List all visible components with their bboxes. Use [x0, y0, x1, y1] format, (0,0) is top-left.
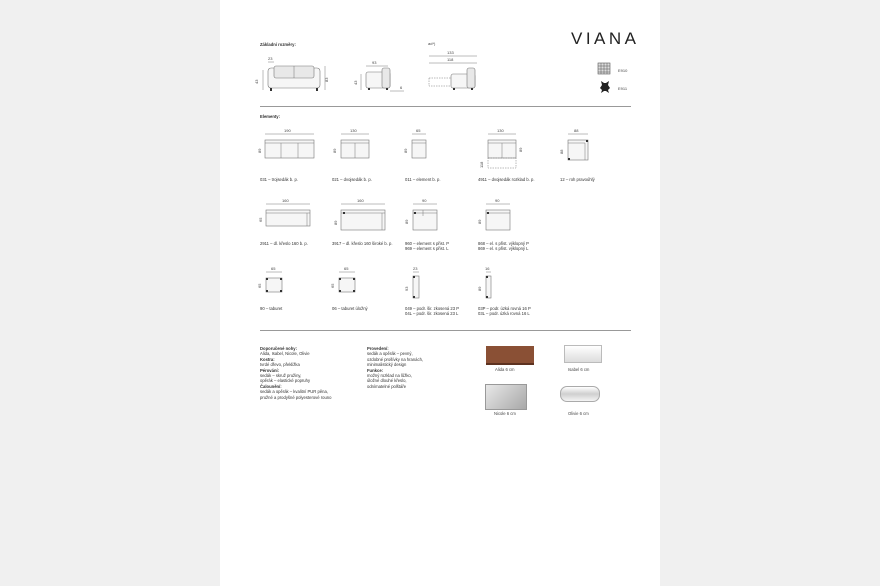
- element-049-drawing: [405, 266, 427, 300]
- svg-text:65: 65: [416, 128, 421, 133]
- element-12-label: 12 – roh pravoúhlý: [560, 177, 595, 182]
- sofa-side-view: [353, 60, 410, 95]
- element-021-drawing: [332, 128, 375, 162]
- divider-bottom: [260, 330, 631, 331]
- element-90-drawing: [257, 266, 290, 296]
- dim-leg-height: 6: [400, 85, 403, 90]
- leg-alida-caption: Alida 6 cm: [495, 367, 515, 372]
- element-3917-drawing: [335, 198, 393, 234]
- spec-design-line: minimalistický design: [367, 362, 407, 368]
- spec-function-line: možný rozklad na lůžko,: [367, 373, 412, 379]
- element-969-label: 969 – element s přist. L: [405, 246, 449, 251]
- brand-logo: VIANA: [571, 29, 640, 48]
- sofa-bed-view: [425, 50, 485, 95]
- spec-frame-head: Kostra:: [260, 356, 275, 362]
- svg-text:88: 88: [559, 149, 564, 154]
- dim-bed-depth: 133: [447, 50, 454, 55]
- svg-text:16: 16: [485, 266, 490, 271]
- element-031-drawing: [257, 128, 320, 162]
- svg-text:118: 118: [479, 161, 484, 168]
- svg-text:93: 93: [404, 286, 409, 291]
- element-049-label: 049 – podr. šir. zkosená 23 P: [405, 306, 460, 311]
- element-868-drawing: [478, 198, 518, 234]
- element-04L-label: 04L – podr. šir. zkosená 23 L: [405, 311, 459, 316]
- dim-armrest-width: 23: [268, 56, 273, 61]
- element-031-label: 031 – trojsedák b. p.: [260, 177, 298, 182]
- specs-column-1: [260, 346, 331, 400]
- spec-springs-line: sedák – skruž pružiny,: [260, 373, 302, 379]
- divider-top: [260, 106, 631, 107]
- element-03P-drawing: [478, 266, 500, 300]
- catalog-sheet: [220, 0, 660, 586]
- element-4911-label: 4911 – dvojsedák rozklad b. p.: [478, 177, 535, 182]
- element-06-label: 06 – taburet úložný: [332, 306, 368, 311]
- spec-legs-head: Doporučené nohy:: [260, 346, 297, 351]
- svg-text:23: 23: [413, 266, 418, 271]
- spec-frame-line: tvrdé dřevo, překližka: [260, 362, 300, 368]
- fabric-swatch-icon: [598, 63, 612, 75]
- element-03L-label: 03L – podr. úzká rovná 16 L: [478, 311, 530, 316]
- spec-springs-head: Pérování:: [260, 367, 280, 373]
- svg-text:160: 160: [357, 198, 364, 203]
- spec-function-line: úložné dlouhé křeslo,: [367, 378, 407, 384]
- element-021-label: 021 – dvojsedák b. p.: [332, 177, 372, 182]
- svg-text:65: 65: [330, 283, 335, 288]
- svg-text:65: 65: [258, 217, 263, 222]
- leg-olivie-image: [560, 386, 600, 402]
- element-3917-label: 3917 – dl. křeslo 160 široké b. p.: [332, 241, 393, 246]
- sofa-front-view: [254, 56, 340, 96]
- svg-text:89: 89: [333, 220, 338, 225]
- element-2911-drawing: [260, 198, 318, 234]
- leather-code: E911: [618, 86, 628, 91]
- dim-bed-length: 118: [447, 57, 454, 62]
- leather-hide-icon: [599, 80, 611, 94]
- svg-text:65: 65: [271, 266, 276, 271]
- fabric-code: E910: [618, 68, 628, 73]
- svg-text:130: 130: [497, 128, 504, 133]
- svg-text:65: 65: [257, 283, 262, 288]
- dim-side-width: 93: [372, 60, 377, 65]
- element-960-label: 960 – element s přist. P: [405, 241, 449, 246]
- ad-note: ad*): [428, 41, 436, 46]
- svg-text:90: 90: [495, 198, 500, 203]
- element-869-label: 869 – el. s přist. výklopný L: [478, 246, 529, 251]
- spec-function-line: odnímatelné polštáře: [367, 383, 407, 389]
- svg-text:89: 89: [477, 219, 482, 224]
- svg-text:190: 190: [284, 128, 291, 133]
- spec-upholstery-line: sedák a opěrák – kvalitní PUR pěna,: [260, 389, 328, 395]
- element-90-label: 90 – taburet: [260, 306, 283, 311]
- svg-text:89: 89: [257, 148, 262, 153]
- element-03P-label: 03P – podr. úzká rovná 16 P: [478, 306, 531, 311]
- leg-isabel-caption: Isabel 6 cm: [568, 367, 590, 372]
- svg-text:88: 88: [574, 128, 579, 133]
- dim-seat-height: 43: [254, 79, 259, 84]
- spec-upholstery-head: Čalounění:: [260, 383, 282, 389]
- specs-column-2: [367, 346, 423, 389]
- leg-isabel-image: [564, 345, 602, 363]
- spec-springs-line: opěrák – elastické popruhy: [260, 378, 311, 384]
- spec-upholstery-line: pružné a prodyšné polyesterové rouno: [260, 394, 332, 400]
- element-2911-label: 2911 – dl. křeslo 160 b. p.: [260, 241, 308, 246]
- element-011-label: 011 – element b. p.: [405, 177, 441, 182]
- basic-dimensions-title: Základní rozměry:: [260, 42, 296, 47]
- element-06-drawing: [330, 266, 363, 296]
- svg-text:65: 65: [344, 266, 349, 271]
- leg-alida-image: [486, 346, 534, 363]
- leg-nicole-image: [485, 384, 527, 410]
- svg-text:89: 89: [403, 148, 408, 153]
- dim-height: 83: [324, 77, 329, 82]
- svg-text:160: 160: [282, 198, 289, 203]
- dim-side-height: 43: [353, 80, 358, 85]
- element-12-drawing: [560, 128, 595, 164]
- spec-legs-line: Alida, Isabel, Nicole, Olivie: [260, 351, 310, 357]
- element-868-label: 868 – el. s přist. výklopný P: [478, 241, 529, 246]
- elements-title: Elementy:: [260, 114, 281, 119]
- element-960-drawing: [405, 198, 445, 234]
- element-011-drawing: [405, 128, 435, 162]
- element-4911-drawing: [478, 128, 528, 172]
- spec-design-line: sedák a opěrák – pevný,: [367, 351, 413, 357]
- svg-text:90: 90: [422, 198, 427, 203]
- spec-function-head: Funkce:: [367, 367, 384, 373]
- spec-design-line: ozdobné prošívky na hranách,: [367, 356, 424, 362]
- spec-design-head: Provedení:: [367, 346, 389, 351]
- svg-text:89: 89: [477, 286, 482, 291]
- svg-text:89: 89: [518, 147, 523, 152]
- svg-text:89: 89: [404, 219, 409, 224]
- svg-text:130: 130: [350, 128, 357, 133]
- leg-nicole-caption: Nicole 6 cm: [494, 411, 516, 416]
- leg-olivie-caption: Olivie 6 cm: [568, 411, 589, 416]
- svg-text:89: 89: [332, 148, 337, 153]
